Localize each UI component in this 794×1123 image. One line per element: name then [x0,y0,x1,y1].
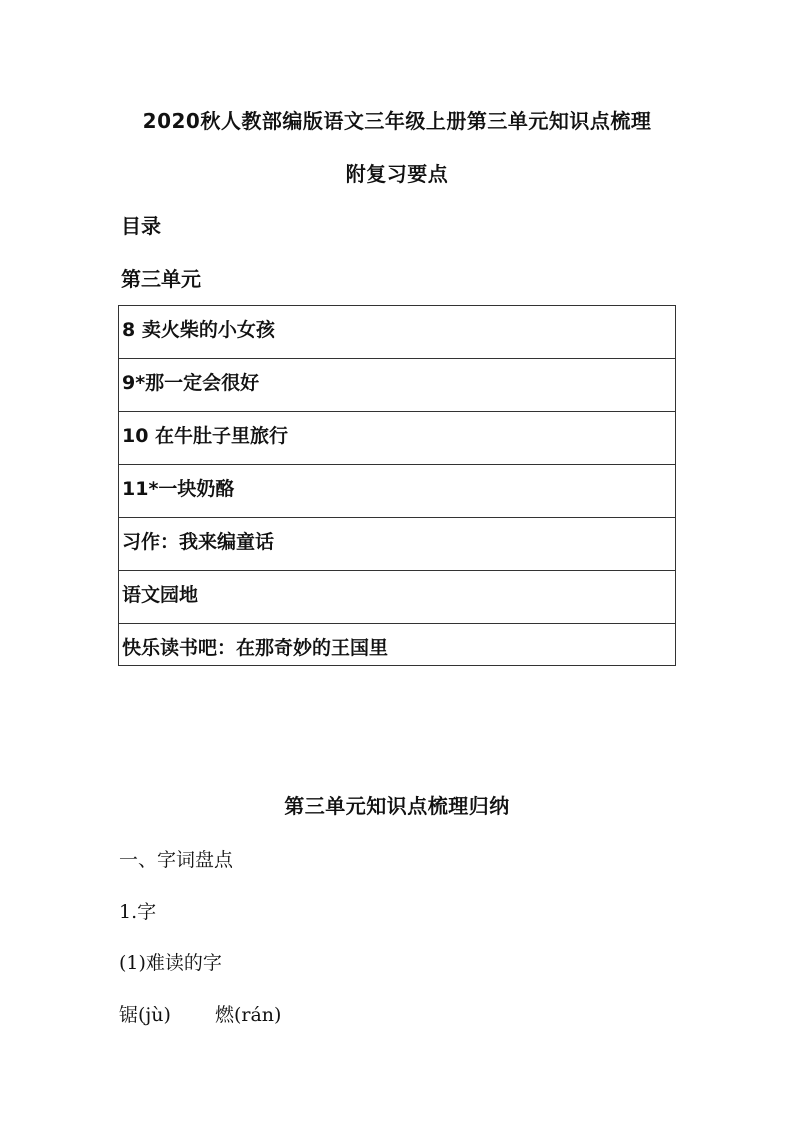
toc-item: 语文园地 [122,584,199,606]
toc-item: 8 卖火柴的小女孩 [122,319,275,341]
word-list [119,1000,281,1027]
toc-table [118,305,676,666]
subsection-heading: 1.字 [119,901,157,923]
toc-row [119,465,676,518]
toc-row [119,571,676,624]
unit-heading: 第三单元 [121,267,201,291]
toc-heading: 目录 [121,214,161,238]
toc-cell [119,359,676,412]
toc-row [119,412,676,465]
word-item: 锯(jù) [119,1004,171,1026]
toc-item: 习作：我来编童话 [122,531,275,553]
document-subtitle: 附复习要点 [345,162,449,186]
toc-item: 快乐读书吧：在那奇妙的王国里 [122,637,389,659]
toc-row [119,359,676,412]
toc-cell [119,571,676,624]
toc-row [119,624,676,666]
toc-row [119,306,676,359]
toc-item: 9*那一定会很好 [122,372,260,394]
toc-cell [119,306,676,359]
subsubsection-heading: (1)难读的字 [119,952,222,974]
toc-item: 10 在牛肚子里旅行 [122,425,289,447]
word-item: 燃(rán) [214,1004,282,1026]
toc-cell [119,412,676,465]
toc-item: 11*一块奶酪 [122,478,235,500]
toc-row [119,518,676,571]
toc-cell [119,465,676,518]
toc-cell [119,518,676,571]
section-heading: 一、字词盘点 [119,849,234,871]
document-title: 2020秋人教部编版语文三年级上册第三单元知识点梳理 [142,109,652,133]
toc-cell [119,624,676,666]
section-title: 第三单元知识点梳理归纳 [284,794,510,818]
